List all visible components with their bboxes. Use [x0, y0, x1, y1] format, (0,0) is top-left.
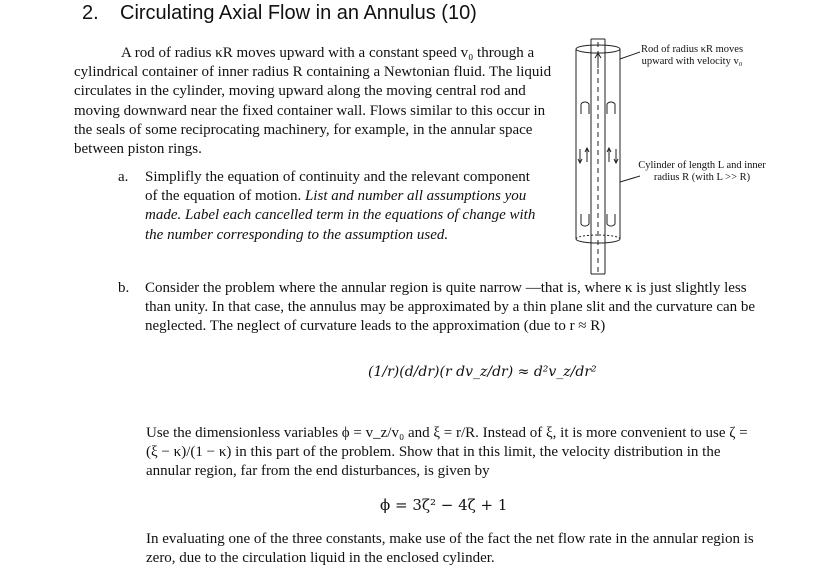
- circulation-loop-top-left: [581, 102, 589, 114]
- problem-title-text: Circulating Axial Flow in an Annulus (10): [120, 2, 477, 24]
- circulation-loop-top-right: [607, 102, 615, 114]
- part-b-label: b.: [118, 280, 130, 296]
- circulation-loop-bottom-left: [581, 214, 589, 226]
- circulation-loop-bottom-right: [607, 214, 615, 226]
- intro-paragraph: A rod of radius κR moves upward with a constant speed v₀ through a cylindrical container of inner radius R containing a Newtonian fluid. The liquid circulates in the cylinder, moving upward along the moving central rod and moving downward near the fixed container wall. Flows similar to this occur in the seals of some reciprocating machinery, for example, in the annular space between piston rings.: [74, 45, 552, 158]
- part-b: [118, 279, 758, 337]
- problem-number: 2.: [82, 2, 99, 24]
- cylinder-label: Cylinder of length L and inner radius R (with L >> R): [638, 160, 766, 183]
- net-flow-paragraph: In evaluating one of the three constants, make use of the fact the net flow rate in the annular region is zero, due to the circulation liquid in the enclosed cylinder.: [146, 531, 754, 567]
- part-a-body: [145, 168, 538, 245]
- part-a-label: a.: [118, 169, 129, 185]
- part-b-text: Consider the problem where the annular region is quite narrow —that is, where κ is just slightly less than unity. In that case, the annulus may be approximated by a thin plane slit and the curvature can be neglected. The neglect of curvature leads to the approximation (due to r ≈ R): [145, 280, 756, 335]
- part-a-text: Simplifly the equation of continuity and the relevant component of the equation of motion.: [145, 169, 530, 205]
- dimensionless-variables-paragraph: Use the dimensionless variables ϕ = v_z/v₀ and ξ = r/R. Instead of ξ, it is more convenient to use ζ = (ξ − κ)/(1 − κ) in this part of the problem. Show that in this limit, the velocity distribution in the annular region, far from the end disturbances, is given by: [146, 425, 748, 480]
- curvature-approximation-equation: (1/r)(d/dr)(r dv_z/dr) ≈ d²v_z/dr²: [368, 364, 597, 380]
- annulus-figure: [556, 34, 796, 284]
- annulus-diagram: [556, 34, 796, 284]
- cylinder-label-leader: [620, 176, 640, 182]
- rod-label: Rod of radius κR moves upward with velocity v₀: [640, 44, 744, 67]
- part-a-italic-text: List and number all assumptions you made. Label each cancelled term in the equations of change with the number corresponding to the assumption used.: [145, 188, 536, 243]
- part-a: [118, 168, 538, 245]
- velocity-profile-equation: ϕ = 3ζ² − 4ζ + 1: [380, 496, 508, 514]
